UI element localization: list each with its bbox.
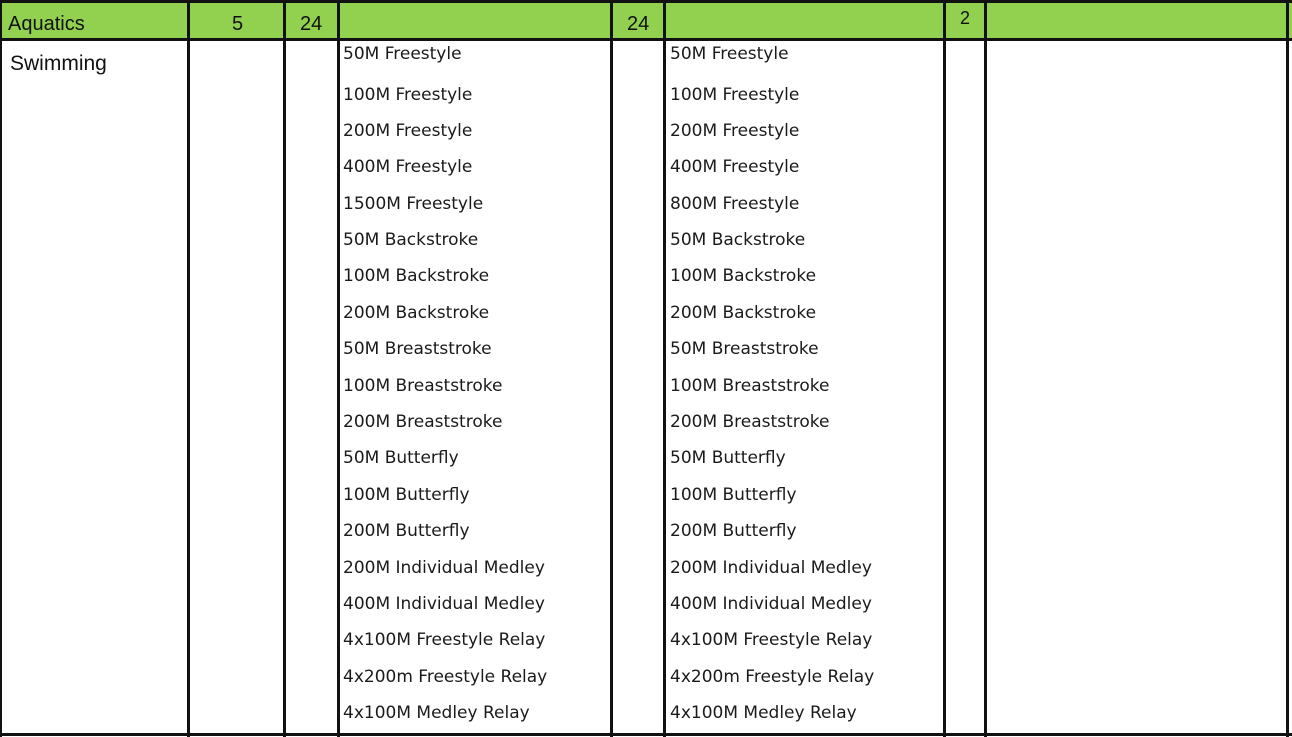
- grid-line-header-bottom: [0, 38, 1292, 41]
- grid-line-col-8: [1286, 0, 1289, 737]
- right-event-18[interactable]: 4x200m Freestyle Relay: [670, 667, 875, 687]
- left-event-14[interactable]: 200M Butterfly: [343, 521, 470, 541]
- grid-line-col-6: [943, 0, 946, 737]
- grid-line-col-5: [663, 0, 666, 737]
- left-event-5[interactable]: 1500M Freestyle: [343, 194, 484, 214]
- grid-line-top: [0, 0, 1292, 3]
- right-event-1[interactable]: 50M Freestyle: [670, 44, 789, 64]
- sport-name-cell[interactable]: Swimming: [10, 52, 107, 75]
- right-event-3[interactable]: 200M Freestyle: [670, 121, 800, 141]
- right-event-6[interactable]: 50M Backstroke: [670, 230, 806, 250]
- left-event-11[interactable]: 200M Breaststroke: [343, 412, 503, 432]
- left-event-15[interactable]: 200M Individual Medley: [343, 558, 545, 578]
- left-event-17[interactable]: 4x100M Freestyle Relay: [343, 630, 546, 650]
- header-col7-cell[interactable]: 2: [960, 8, 971, 28]
- left-event-13[interactable]: 100M Butterfly: [343, 485, 470, 505]
- grid-line-col-0: [0, 0, 2, 737]
- left-event-10[interactable]: 100M Breaststroke: [343, 376, 503, 396]
- left-event-16[interactable]: 400M Individual Medley: [343, 594, 545, 614]
- right-event-17[interactable]: 4x100M Freestyle Relay: [670, 630, 873, 650]
- left-event-19[interactable]: 4x100M Medley Relay: [343, 703, 530, 723]
- right-event-7[interactable]: 100M Backstroke: [670, 266, 817, 286]
- right-event-12[interactable]: 50M Butterfly: [670, 448, 786, 468]
- right-event-16[interactable]: 400M Individual Medley: [670, 594, 872, 614]
- grid-line-col-3: [337, 0, 340, 737]
- left-event-7[interactable]: 100M Backstroke: [343, 266, 490, 286]
- right-event-15[interactable]: 200M Individual Medley: [670, 558, 872, 578]
- right-event-19[interactable]: 4x100M Medley Relay: [670, 703, 857, 723]
- left-event-1[interactable]: 50M Freestyle: [343, 44, 462, 64]
- right-event-4[interactable]: 400M Freestyle: [670, 157, 800, 177]
- right-event-14[interactable]: 200M Butterfly: [670, 521, 797, 541]
- header-col5-cell[interactable]: 24: [627, 13, 650, 35]
- header-col2-cell[interactable]: 5: [232, 13, 244, 35]
- right-event-13[interactable]: 100M Butterfly: [670, 485, 797, 505]
- right-event-9[interactable]: 50M Breaststroke: [670, 339, 819, 359]
- grid-line-col-2: [283, 0, 286, 737]
- right-event-11[interactable]: 200M Breaststroke: [670, 412, 830, 432]
- left-event-2[interactable]: 100M Freestyle: [343, 85, 473, 105]
- right-event-10[interactable]: 100M Breaststroke: [670, 376, 830, 396]
- left-event-8[interactable]: 200M Backstroke: [343, 303, 490, 323]
- grid-line-col-7: [984, 0, 987, 737]
- grid-line-col-4: [610, 0, 613, 737]
- left-event-6[interactable]: 50M Backstroke: [343, 230, 479, 250]
- header-discipline-cell[interactable]: Aquatics: [8, 13, 85, 35]
- right-event-2[interactable]: 100M Freestyle: [670, 85, 800, 105]
- grid-line-bottom: [0, 733, 1292, 736]
- left-event-12[interactable]: 50M Butterfly: [343, 448, 459, 468]
- left-event-18[interactable]: 4x200m Freestyle Relay: [343, 667, 548, 687]
- left-event-9[interactable]: 50M Breaststroke: [343, 339, 492, 359]
- right-event-8[interactable]: 200M Backstroke: [670, 303, 817, 323]
- header-col3-cell[interactable]: 24: [300, 13, 323, 35]
- right-event-5[interactable]: 800M Freestyle: [670, 194, 800, 214]
- left-event-3[interactable]: 200M Freestyle: [343, 121, 473, 141]
- left-event-4[interactable]: 400M Freestyle: [343, 157, 473, 177]
- grid-line-col-1: [187, 0, 190, 737]
